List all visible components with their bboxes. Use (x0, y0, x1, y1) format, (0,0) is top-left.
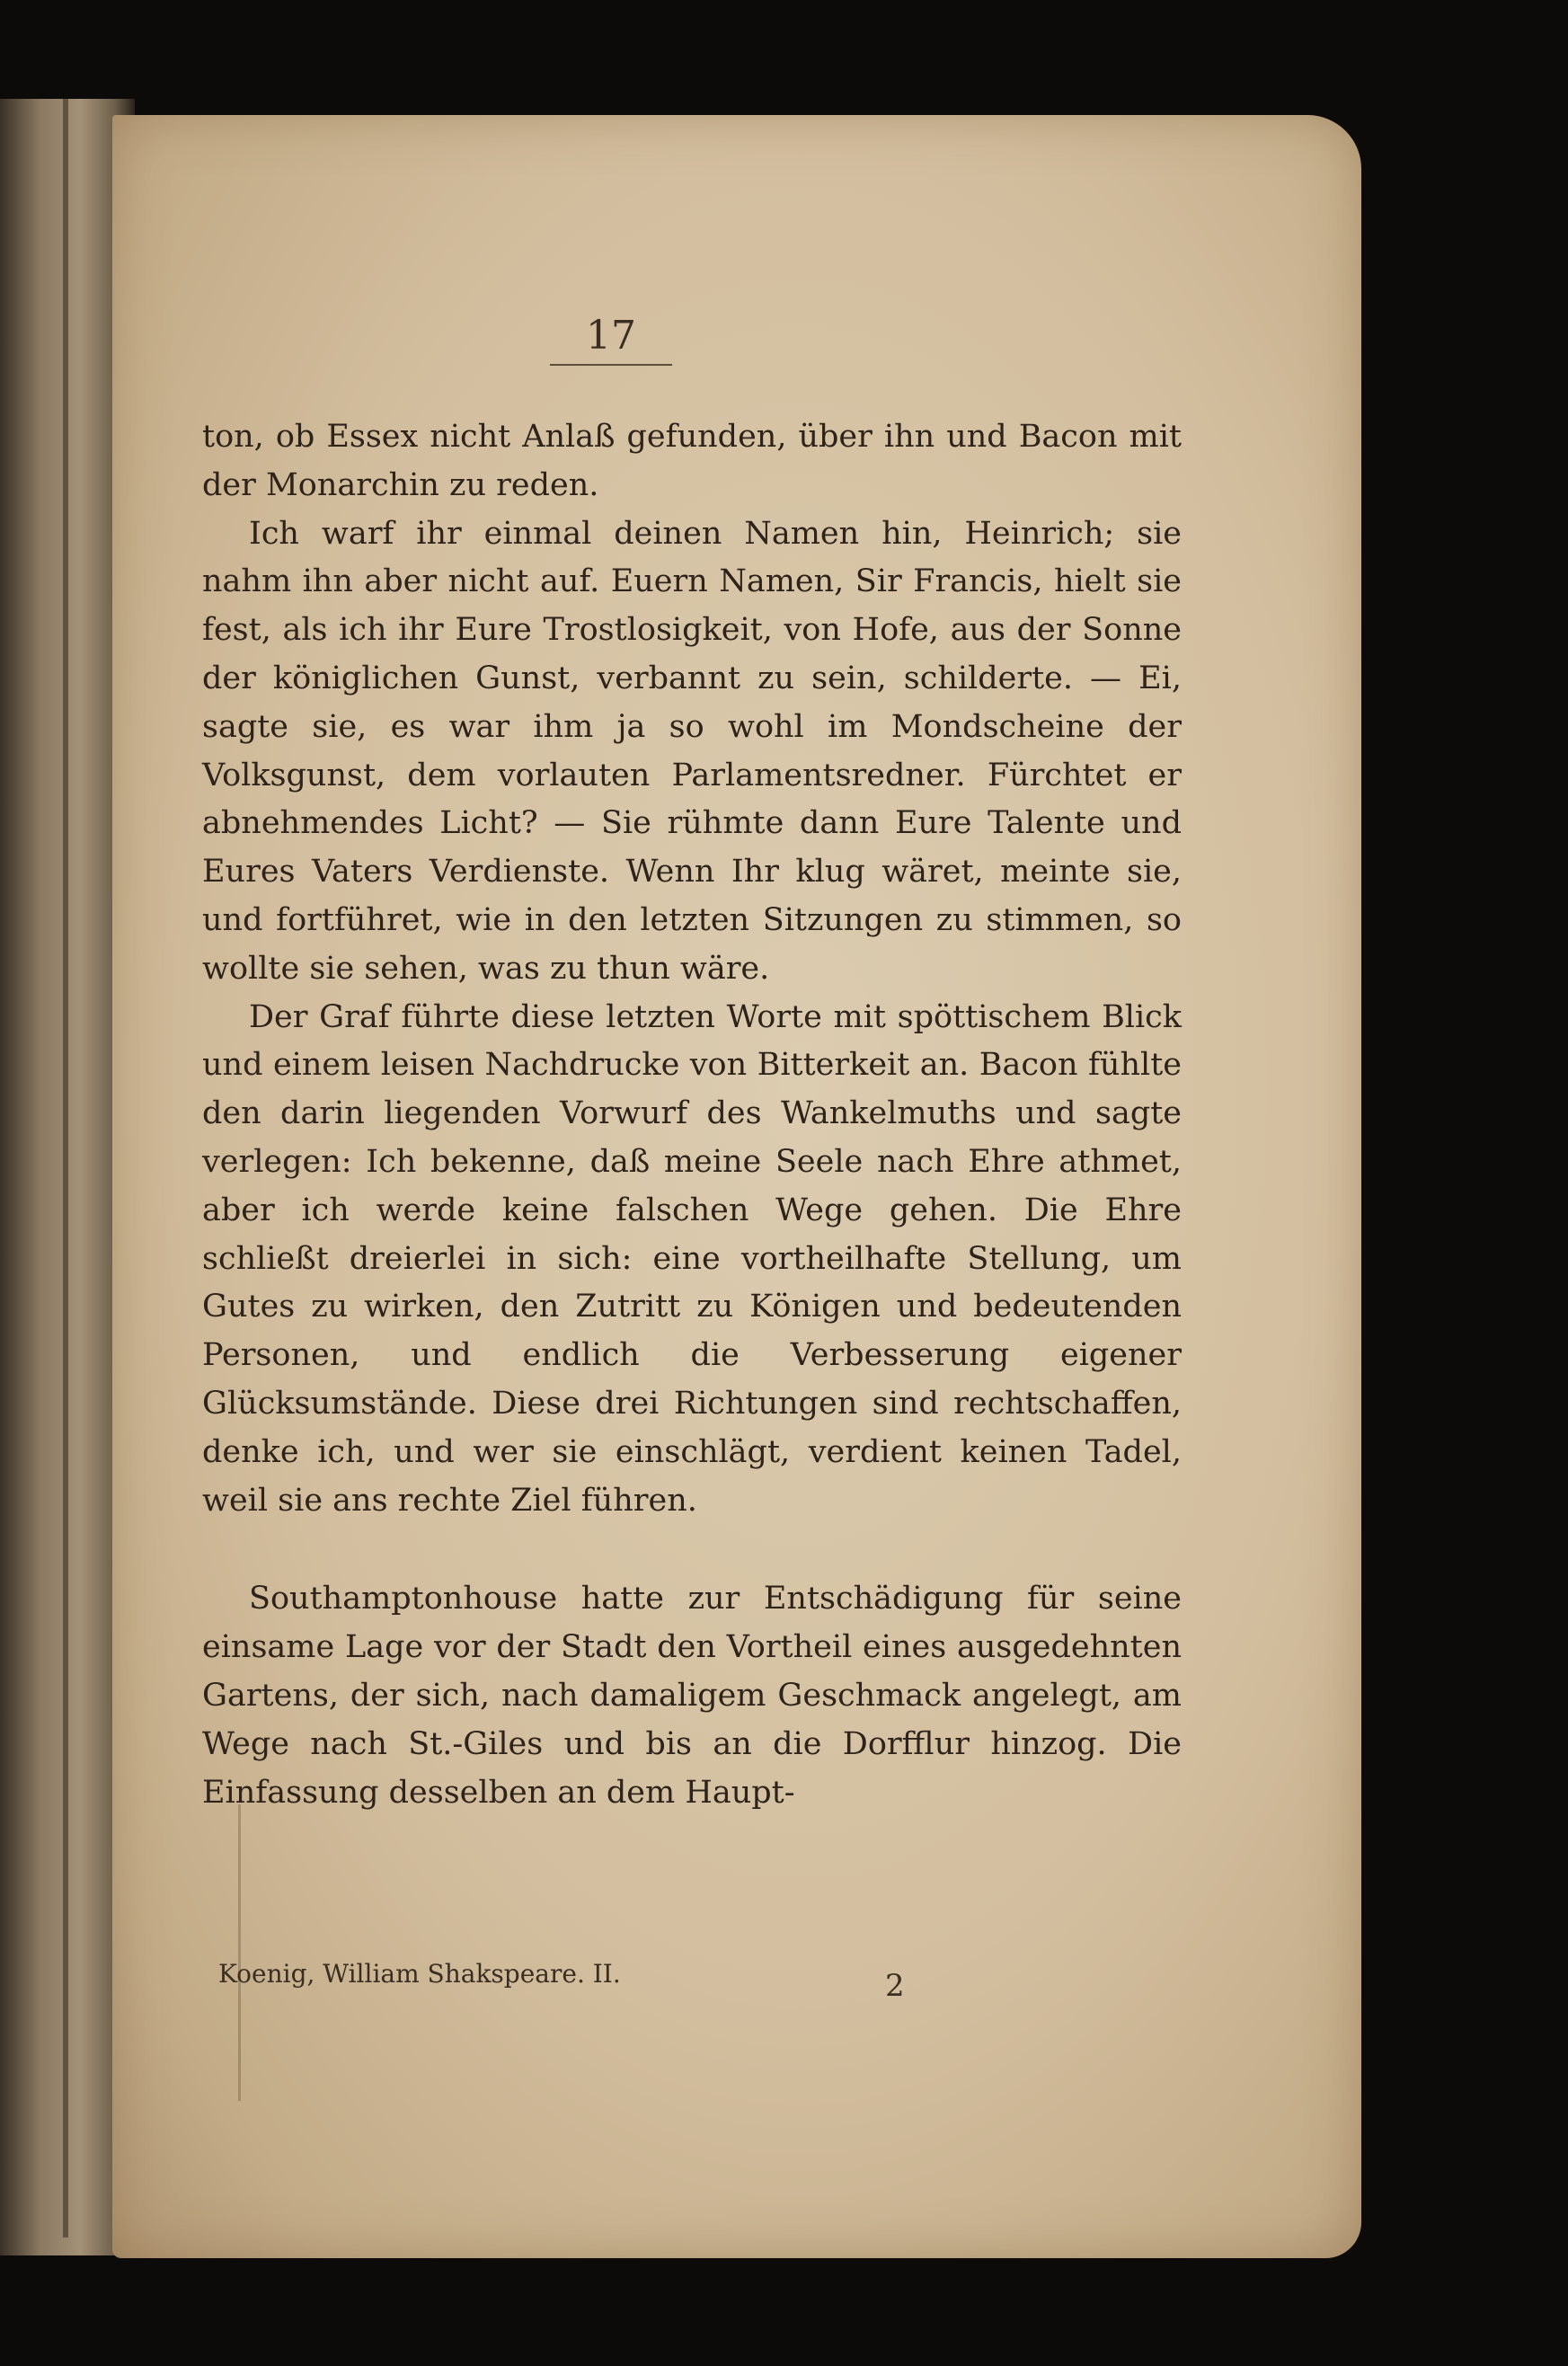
signature-mark: 2 (885, 1968, 905, 2004)
paragraph: Ich warf ihr einmal deinen Namen hin, Heinrich; sie nahm ihn aber nicht auf. Euern Namen, Sir Francis, hielt sie fest, als ich ihr Eure Trostlosigkeit, von Hofe, aus der Sonne der königlichen Gunst, verbannt zu sein, schilderte. — Ei, sagte sie, es war ihm ja so wohl im Mondscheine der Volksgunst, dem vorlauten Parlamentsredner. Fürchtet er abnehmendes Licht? — Sie rühmte dann Eure Talente und Eures Vaters Verdienste. Wenn Ihr klug wäret, meinte sie, und fortführet, wie in den letzten Sitzungen zu stimmen, so wollte sie sehen, was zu thun wäre. (202, 515, 1182, 987)
paragraph: ton, ob Essex nicht Anlaß gefunden, über ihn und Bacon mit der Monarchin zu reden. (202, 419, 1182, 503)
section-gap (202, 1525, 1182, 1575)
page-header (112, 313, 1361, 366)
body-text (202, 413, 1182, 1817)
binding-edge (63, 99, 68, 2238)
paragraph: Der Graf führte diese letzten Worte mit spöttischem Blick und einem leisen Nachdrucke von Bitterkeit an. Bacon fühlte den darin liegenden Vorwurf des Wankelmuths und sagte verlegen: Ich bekenne, daß meine Seele nach Ehre athmet, aber ich werde keine falschen Wege gehen. Die Ehre schließt dreierlei in sich: eine vortheilhafte Stellung, um Gutes zu wirken, den Zutritt zu Königen und bedeutenden Personen, und endlich die Verbesserung eigener Glücksumstände. Diese drei Richtungen sind rechtschaffen, denke ich, und wer sie einschlägt, verdient keinen Tadel, weil sie ans rechte Ziel führen. (202, 998, 1182, 1519)
paragraph: Southamptonhouse hatte zur Entschädigung für seine einsame Lage vor der Stadt den Vortheil eines ausgedehnten Gartens, der sich, nach damaligem Geschmack angelegt, am Wege nach St.-Giles und bis an die Dorfflur hinzog. Die Einfassung desselben an dem Haupt- (202, 1581, 1182, 1811)
page-number: 17 (550, 313, 672, 366)
margin-mark (238, 1804, 241, 2101)
book-page (112, 115, 1361, 2258)
footer-signature-line: Koenig, William Shakspeare. II. (218, 1959, 621, 1989)
